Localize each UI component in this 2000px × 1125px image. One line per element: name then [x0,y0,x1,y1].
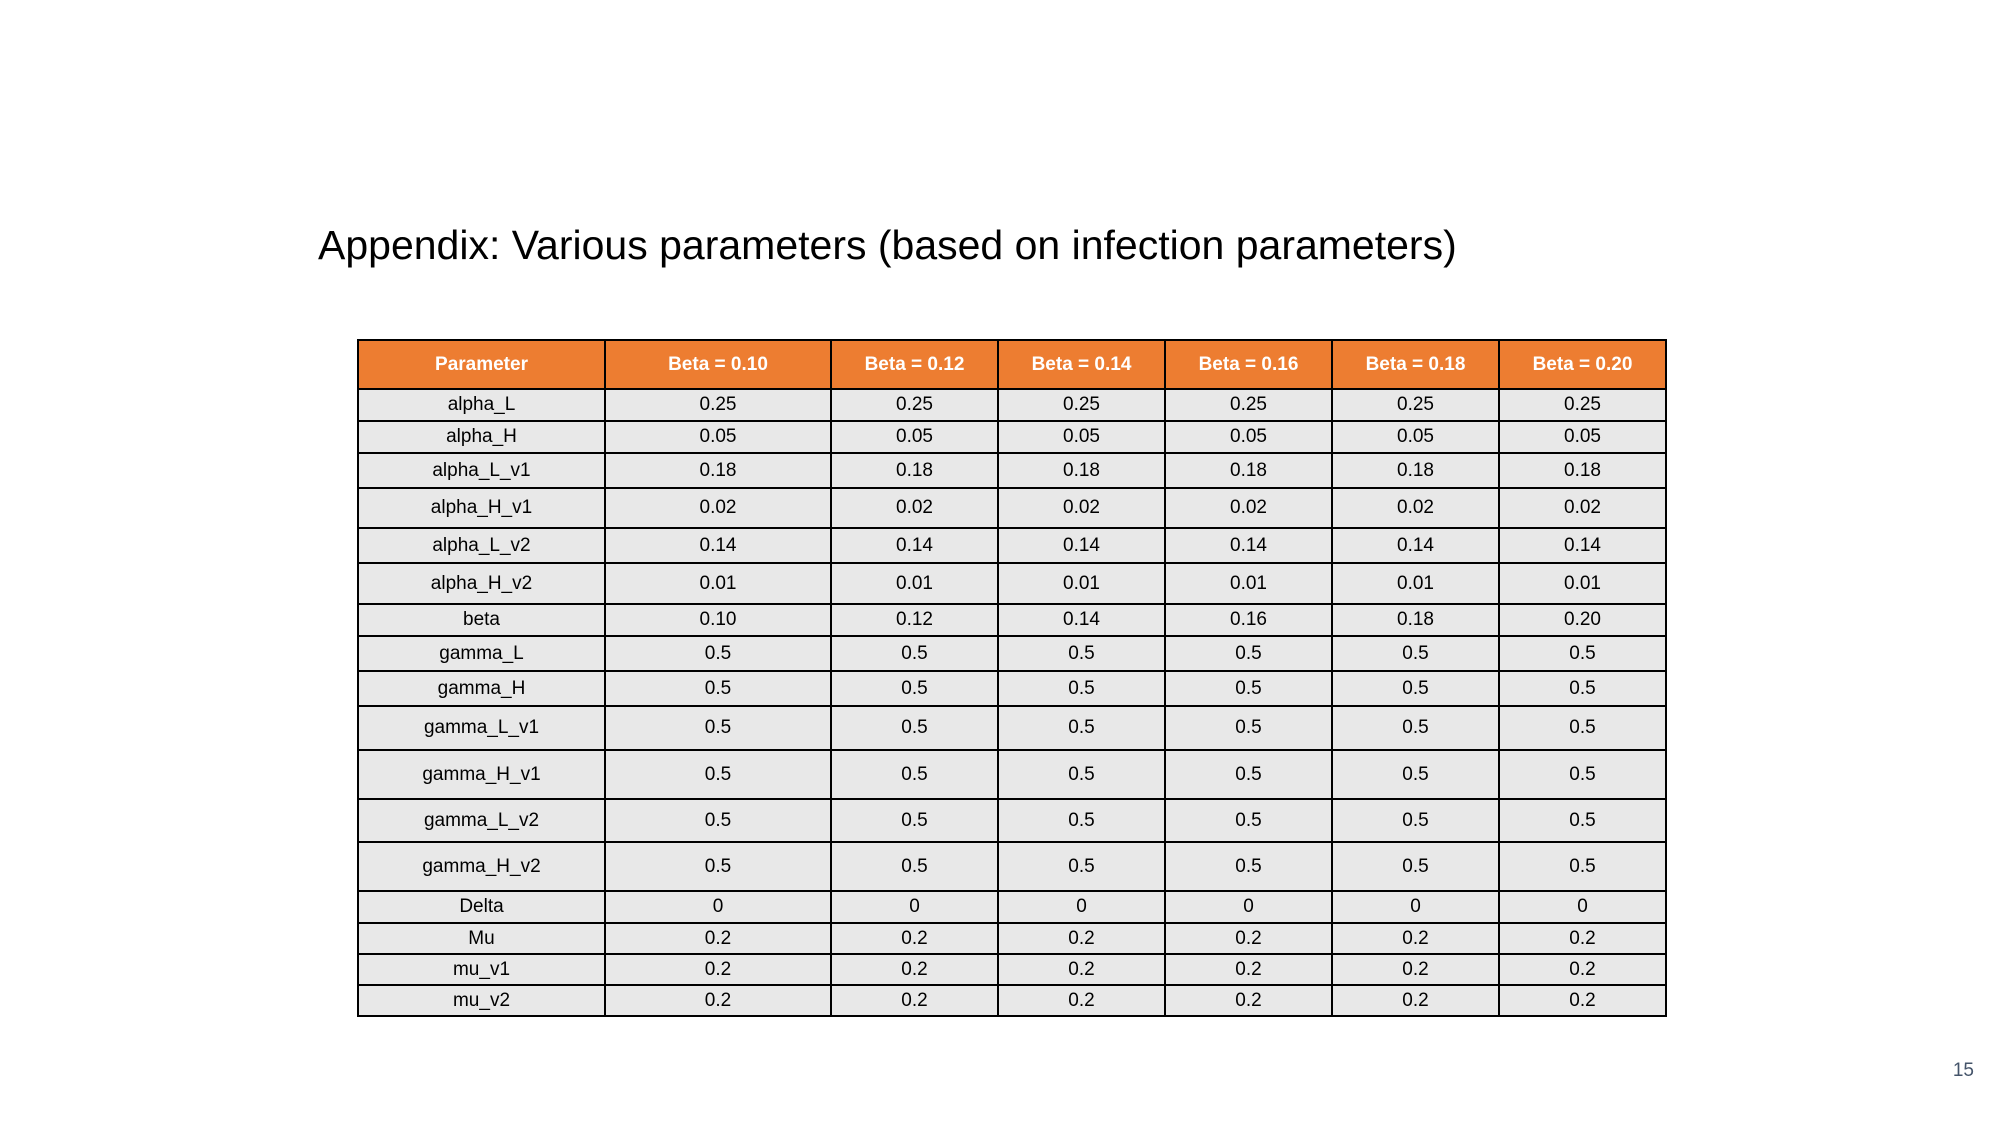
parameter-value-cell: 0.2 [998,954,1165,985]
parameter-value-cell: 0.18 [605,453,831,488]
column-header: Beta = 0.16 [1165,340,1332,389]
parameter-value-cell: 0.25 [1165,389,1332,421]
parameter-name-cell: alpha_H [358,421,605,453]
table-row [358,923,1666,954]
parameter-value-cell: 0.25 [831,389,998,421]
parameter-value-cell: 0.05 [1332,421,1499,453]
parameter-value-cell: 0.02 [998,488,1165,528]
parameter-value-cell: 0.5 [998,636,1165,671]
parameter-value-cell: 0.05 [1499,421,1666,453]
parameter-name-cell: beta [358,604,605,636]
parameter-name-cell: alpha_L_v2 [358,528,605,563]
parameter-value-cell: 0.25 [998,389,1165,421]
parameter-name-cell: gamma_L [358,636,605,671]
slide-title: Appendix: Various parameters (based on infection parameters) [318,222,1457,268]
parameter-value-cell: 0.01 [831,563,998,604]
parameter-value-cell: 0.5 [831,799,998,842]
parameter-value-cell: 0.2 [1332,954,1499,985]
parameter-value-cell: 0.5 [831,706,998,750]
parameter-value-cell: 0.5 [605,842,831,891]
parameter-value-cell: 0.5 [998,706,1165,750]
parameter-value-cell: 0.2 [1332,923,1499,954]
parameter-value-cell: 0.2 [831,923,998,954]
parameter-value-cell: 0.5 [1165,799,1332,842]
parameter-value-cell: 0.14 [1499,528,1666,563]
parameter-value-cell: 0.5 [998,750,1165,799]
parameter-value-cell: 0.01 [1332,563,1499,604]
parameter-value-cell: 0.5 [1165,706,1332,750]
table-row [358,671,1666,706]
table-row [358,799,1666,842]
parameter-value-cell: 0.01 [1499,563,1666,604]
parameter-value-cell: 0.5 [1332,842,1499,891]
table-row [358,706,1666,750]
parameter-value-cell: 0.14 [1332,528,1499,563]
table-row [358,891,1666,923]
parameter-value-cell: 0 [1499,891,1666,923]
column-header: Beta = 0.18 [1332,340,1499,389]
parameter-name-cell: alpha_H_v2 [358,563,605,604]
parameter-value-cell: 0.18 [1165,453,1332,488]
parameter-value-cell: 0.5 [1332,799,1499,842]
parameter-value-cell: 0.5 [1499,750,1666,799]
parameter-value-cell: 0.5 [1499,842,1666,891]
parameter-value-cell: 0.5 [998,671,1165,706]
parameter-table [357,339,1667,1017]
parameter-value-cell: 0.5 [1165,842,1332,891]
parameter-value-cell: 0.05 [998,421,1165,453]
parameter-value-cell: 0.5 [831,671,998,706]
parameter-value-cell: 0.5 [605,671,831,706]
parameter-value-cell: 0.5 [1165,671,1332,706]
parameter-value-cell: 0.2 [605,954,831,985]
parameter-value-cell: 0.01 [998,563,1165,604]
parameter-value-cell: 0.5 [1499,636,1666,671]
parameter-name-cell: alpha_H_v1 [358,488,605,528]
parameter-value-cell: 0.05 [605,421,831,453]
parameter-value-cell: 0.5 [1332,706,1499,750]
column-header: Beta = 0.10 [605,340,831,389]
parameter-name-cell: Delta [358,891,605,923]
table-row [358,604,1666,636]
parameter-value-cell: 0.2 [831,985,998,1016]
parameter-value-cell: 0.01 [605,563,831,604]
parameter-value-cell: 0.12 [831,604,998,636]
parameter-value-cell: 0.25 [605,389,831,421]
parameter-name-cell: Mu [358,923,605,954]
parameter-value-cell: 0.18 [1332,604,1499,636]
parameter-name-cell: mu_v1 [358,954,605,985]
parameter-value-cell: 0.2 [605,985,831,1016]
parameter-value-cell: 0.02 [1165,488,1332,528]
parameter-value-cell: 0.5 [1165,750,1332,799]
page-number: 15 [1952,1060,1974,1081]
parameter-value-cell: 0.5 [998,842,1165,891]
parameter-value-cell: 0 [998,891,1165,923]
parameter-name-cell: mu_v2 [358,985,605,1016]
parameter-value-cell: 0.5 [1499,799,1666,842]
parameter-name-cell: gamma_L_v1 [358,706,605,750]
parameter-value-cell: 0.5 [1499,706,1666,750]
parameter-value-cell: 0 [605,891,831,923]
parameter-value-cell: 0.2 [1499,985,1666,1016]
parameter-value-cell: 0.5 [831,842,998,891]
parameter-value-cell: 0.5 [1165,636,1332,671]
parameter-value-cell: 0.5 [1332,636,1499,671]
table-row [358,636,1666,671]
parameter-value-cell: 0.2 [605,923,831,954]
parameter-value-cell: 0.18 [1499,453,1666,488]
column-header: Parameter [358,340,605,389]
column-header: Beta = 0.20 [1499,340,1666,389]
parameter-name-cell: alpha_L_v1 [358,453,605,488]
parameter-value-cell: 0.5 [1499,671,1666,706]
table-row [358,528,1666,563]
parameter-value-cell: 0.02 [1499,488,1666,528]
parameter-value-cell: 0.20 [1499,604,1666,636]
column-header: Beta = 0.12 [831,340,998,389]
parameter-value-cell: 0 [1165,891,1332,923]
parameter-value-cell: 0.18 [1332,453,1499,488]
parameter-value-cell: 0 [1332,891,1499,923]
parameter-value-cell: 0.2 [1165,954,1332,985]
column-header: Beta = 0.14 [998,340,1165,389]
parameter-value-cell: 0.25 [1499,389,1666,421]
table-row [358,389,1666,421]
table-row [358,985,1666,1016]
parameter-value-cell: 0.14 [831,528,998,563]
parameter-value-cell: 0.05 [1165,421,1332,453]
table-row [358,954,1666,985]
parameter-value-cell: 0.2 [1165,923,1332,954]
parameter-value-cell: 0.14 [998,604,1165,636]
parameter-value-cell: 0.2 [1499,923,1666,954]
parameter-value-cell: 0.14 [998,528,1165,563]
table-row [358,842,1666,891]
table-row [358,421,1666,453]
parameter-value-cell: 0.5 [605,636,831,671]
parameter-value-cell: 0.02 [1332,488,1499,528]
parameter-value-cell: 0.14 [1165,528,1332,563]
parameter-name-cell: gamma_H_v1 [358,750,605,799]
parameter-value-cell: 0.5 [831,636,998,671]
parameter-value-cell: 0.05 [831,421,998,453]
parameter-value-cell: 0.18 [998,453,1165,488]
parameter-value-cell: 0.5 [831,750,998,799]
parameter-value-cell: 0 [831,891,998,923]
table-body [358,389,1666,1016]
parameter-value-cell: 0.2 [1499,954,1666,985]
parameter-value-cell: 0.2 [998,985,1165,1016]
parameter-name-cell: gamma_L_v2 [358,799,605,842]
parameter-value-cell: 0.2 [1165,985,1332,1016]
parameter-value-cell: 0.5 [998,799,1165,842]
parameter-value-cell: 0.02 [605,488,831,528]
parameter-value-cell: 0.2 [831,954,998,985]
parameter-value-cell: 0.02 [831,488,998,528]
parameter-value-cell: 0.18 [831,453,998,488]
parameter-value-cell: 0.5 [605,799,831,842]
parameter-value-cell: 0.5 [1332,671,1499,706]
parameter-value-cell: 0.25 [1332,389,1499,421]
table-row [358,750,1666,799]
parameter-value-cell: 0.5 [605,706,831,750]
parameter-value-cell: 0.16 [1165,604,1332,636]
parameter-value-cell: 0.14 [605,528,831,563]
parameter-name-cell: alpha_L [358,389,605,421]
parameter-value-cell: 0.10 [605,604,831,636]
parameter-value-cell: 0.2 [998,923,1165,954]
table-row [358,488,1666,528]
parameter-name-cell: gamma_H [358,671,605,706]
parameter-value-cell: 0.5 [605,750,831,799]
parameter-value-cell: 0.5 [1332,750,1499,799]
table-row [358,453,1666,488]
parameter-name-cell: gamma_H_v2 [358,842,605,891]
table-row [358,563,1666,604]
parameter-value-cell: 0.01 [1165,563,1332,604]
table-header-row [358,340,1666,389]
parameter-value-cell: 0.2 [1332,985,1499,1016]
